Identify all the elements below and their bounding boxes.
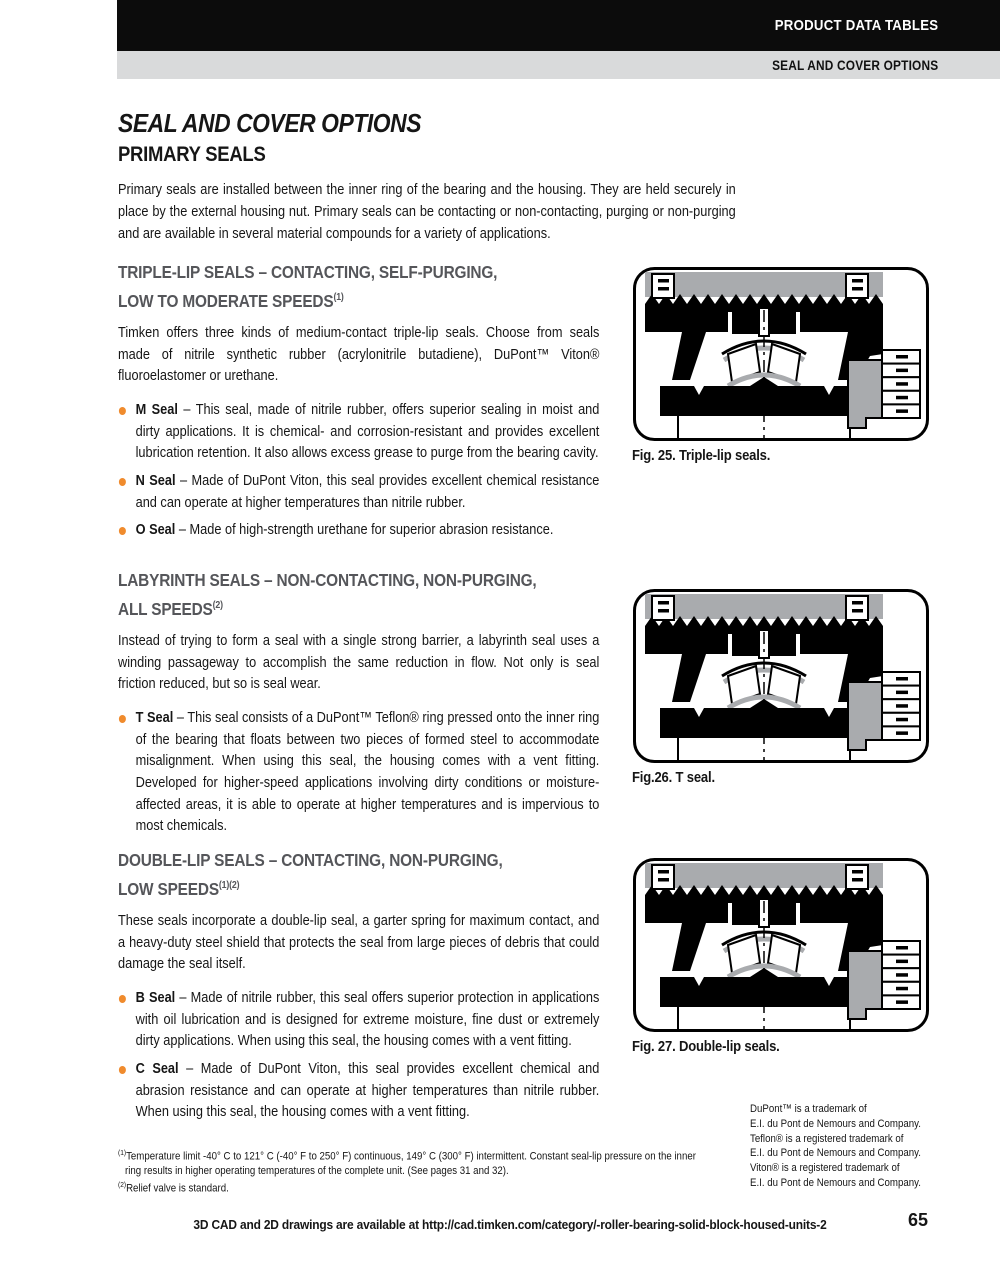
bullet-list [118, 400, 599, 542]
intro-paragraph: Primary seals are installed between the inner ring of the bearing and the housing. They are held securely in place by the external housing nut. Primary seals can be contacting or non-contacting, purging or non-purging and are available in several material compounds for a variety of applications. [118, 182, 736, 242]
footnote-ref: (1)(2) [218, 880, 240, 891]
trademark-line: E.I. du Pont de Nemours and Company. [750, 1117, 921, 1130]
footnote-1: $^{(1)}$Temperature limit -40° C to 121° C (-40° F to 250° F) continuous, 149° C (300° F) intermittent. Constant seal-lip pressure on the inner ring results in higher operating temperatures of the complete unit. (See pages 31 and 32). [118, 1148, 696, 1177]
section-triple-lip-seals [118, 259, 599, 548]
trademark-line: Teflon® is a registered trademark of [750, 1132, 904, 1145]
header-band [117, 0, 1000, 51]
bullet-icon [119, 1066, 126, 1074]
subheader-band [117, 51, 1000, 79]
page-number: 65 [907, 1210, 928, 1230]
bullet-icon [119, 407, 126, 415]
figure-caption: Fig.26. T seal. [632, 770, 715, 786]
figure-caption: Fig. 25. Triple-lip seals. [632, 448, 771, 464]
section-heading: LABYRINTH SEALS – NON-CONTACTING, NON-PURGING, ALL SPEEDS$^{(2)}$ [118, 570, 537, 619]
figure-triple-lip-seals [632, 266, 930, 464]
trademark-line: E.I. du Pont de Nemours and Company. [750, 1176, 921, 1189]
section-heading: DOUBLE-LIP SEALS – CONTACTING, NON-PURGING, LOW $SPEEDS^{(1)(2)}$ [118, 850, 503, 899]
bullet-list [118, 708, 599, 838]
footer-cad-note: 3D CAD and 2D drawings are available at http://cad.timken.com/category/-roller-bearing-solid-block-housed-units-2 [193, 1217, 827, 1232]
bullet-icon [119, 715, 126, 723]
subheader-band-title: SEAL AND COVER OPTIONS [772, 57, 939, 73]
header-band-title: PRODUCT DATA TABLES [774, 17, 939, 34]
list-item-n-seal: N Seal – Made of DuPont Viton, this seal provides excellent chemical resistance and can operate at higher temperatures than nitrile rubber. [118, 471, 599, 514]
section-double-lip-seals [118, 847, 599, 1130]
trademark-line: DuPont™ is a trademark of [750, 1103, 867, 1115]
section-body: Instead of trying to form a seal with a single strong barrier, a labyrinth seal uses a winding passageway to accomplish the same reduction in flow. Not only is seal friction reduced, but so is seal wear. [118, 632, 600, 693]
figure-double-lip-seals [632, 857, 930, 1055]
trademark-line: Viton® is a registered trademark of [750, 1162, 900, 1175]
section-body: Timken offers three kinds of medium-contact triple-lip seals. Choose from seals made of nitrile synthetic rubber (acrylonitrile butadiene), DuPont™ Viton® fluoroelastomer or urethane. [118, 324, 600, 385]
list-item-t-seal: T Seal – This seal consists of a DuPont™ Teflon® ring pressed onto the inner ring of the bearing that floats between two pieces of formed steel to accommodate misalignment. When using this seal, the housing comes with a vent fitting. Developed for higher-speed applications involving dirty conditions or moisture-affected areas, it is able to operate at higher temperatures and is impervious to most chemicals. [118, 708, 599, 838]
bullet-list [118, 988, 599, 1124]
footnote-2: $^{(2)}$Relief valve is standard. [118, 1179, 229, 1195]
footnote-ref: (1) [333, 292, 344, 303]
bearing-cross-section-diagram [632, 588, 930, 764]
figure-caption: Fig. 27. Double-lip seals. [632, 1039, 780, 1055]
list-item-b-seal: B Seal – Made of nitrile rubber, this seal offers superior protection in applications with oil lubrication and is designed for extreme moisture, fine dust or extremely dirty applications. When using this seal, the housing comes with a vent fitting. [118, 988, 599, 1053]
trademark-line: E.I. du Pont de Nemours and Company. [750, 1147, 921, 1160]
list-item-m-seal: M Seal – This seal, made of nitrile rubber, offers superior sealing in moist and dirty applications. It is chemical- and corrosion-resistant and provides excellent lubrication retention. It also allows excess grease to purge from the bearing cavity. [118, 400, 599, 465]
list-item-o-seal: O Seal – Made of high-strength urethane for superior abrasion resistance. [118, 520, 599, 542]
bullet-icon [119, 478, 126, 486]
footnote-ref: (2) [212, 600, 223, 611]
page-subtitle: PRIMARY SEALS [118, 143, 266, 166]
figure-t-seal [632, 588, 930, 786]
bullet-icon [119, 527, 126, 535]
trademark-notes [750, 1102, 1000, 1191]
bearing-cross-section-diagram [632, 857, 930, 1033]
bearing-cross-section-diagram [632, 266, 930, 442]
bullet-icon [119, 995, 126, 1003]
list-item-c-seal: C Seal – Made of DuPont Viton, this seal provides excellent chemical and abrasion resistance and can operate at higher temperatures than nitrile rubber. When using this seal, the housing comes with a vent fitting. [118, 1059, 599, 1124]
page-title: SEAL AND COVER OPTIONS [118, 108, 422, 138]
section-body: These seals incorporate a double-lip seal, a garter spring for maximum contact, and a heavy-duty steel shield that protects the seal from large pieces of debris that could damage the seal itself. [118, 912, 600, 973]
section-labyrinth-seals [118, 567, 599, 844]
footnotes [118, 1146, 699, 1195]
section-heading: TRIPLE-LIP SEALS – CONTACTING, SELF-PURGING, LOW TO MODERATE SPEEDS$^{(1)}$ [118, 262, 498, 311]
